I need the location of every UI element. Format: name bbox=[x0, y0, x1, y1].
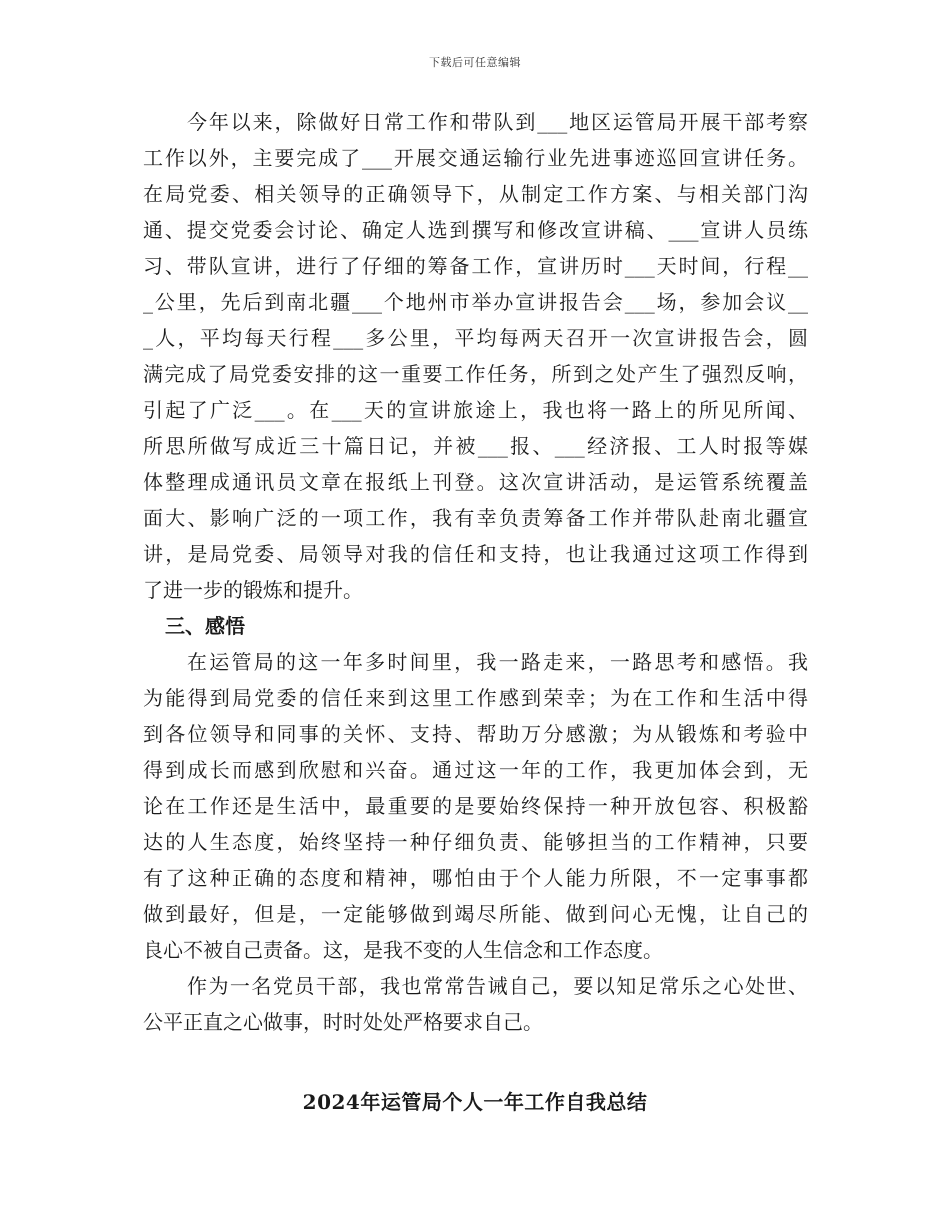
text-line: 为能得到局党委的信任来到这里工作感到荣幸；为在工作和生活中得 bbox=[143, 686, 808, 710]
text-line: 讲，是局党委、局领导对我的信任和支持，也让我通过这项工作得到 bbox=[143, 542, 808, 566]
text-line: 引起了广泛___。在___天的宣讲旅途上，我也将一路上的所见所闻、 bbox=[143, 398, 808, 422]
text-line: 有了这种正确的态度和精神，哪怕由于个人能力所限，不一定事事都 bbox=[143, 866, 808, 890]
text-line: 满完成了局党委安排的这一重要工作任务，所到之处产生了强烈反响， bbox=[143, 362, 808, 386]
paragraph-reflection bbox=[143, 644, 808, 968]
text-line: 今年以来，除做好日常工作和带队到___地区运管局开展干部考察 bbox=[187, 110, 808, 134]
text-line: 通、提交党委会讨论、确定人选到撰写和修改宣讲稿、___宣讲人员练 bbox=[143, 218, 808, 242]
text-line: 做到最好，但是，一定能够做到竭尽所能、做到问心无愧，让自己的 bbox=[143, 902, 808, 926]
text-line: 了进一步的锻炼和提升。 bbox=[143, 578, 363, 602]
paragraph-achievements bbox=[143, 104, 808, 608]
text-line: 在局党委、相关领导的正确领导下，从制定工作方案、与相关部门沟 bbox=[143, 182, 808, 206]
text-line: 工作以外，主要完成了___开展交通运输行业先进事迹巡回宣讲任务。 bbox=[143, 146, 808, 170]
text-line: 达的人生态度，始终坚持一种仔细负责、能够担当的工作精神，只要 bbox=[143, 830, 808, 854]
page-header: 下载后可任意编辑 bbox=[429, 56, 521, 69]
text-line: 论在工作还是生活中，最重要的是要始终保持一种开放包容、积极豁 bbox=[143, 794, 808, 818]
paragraph-self-discipline bbox=[143, 968, 808, 1040]
text-line: 体整理成通讯员文章在报纸上刊登。这次宣讲活动，是运管系统覆盖 bbox=[143, 470, 808, 494]
text-line: _人，平均每天行程___多公里，平均每两天召开一次宣讲报告会，圆 bbox=[143, 326, 808, 350]
text-line: _公里，先后到南北疆___个地州市举办宣讲报告会___场，参加会议__ bbox=[143, 290, 808, 314]
text-line: 作为一名党员干部，我也常常告诫自己，要以知足常乐之心处世、 bbox=[187, 974, 808, 998]
section-heading: 三、感悟 bbox=[165, 614, 245, 638]
text-line: 习、带队宣讲，进行了仔细的筹备工作，宣讲历时___天时间，行程__ bbox=[143, 254, 808, 278]
document-body bbox=[143, 104, 808, 1040]
text-line: 面大、影响广泛的一项工作，我有幸负责筹备工作并带队赴南北疆宣 bbox=[143, 506, 808, 530]
text-line: 得到成长而感到欣慰和兴奋。通过这一年的工作，我更加体会到，无 bbox=[143, 758, 808, 782]
text-line: 公平正直之心做事，时时处处严格要求自己。 bbox=[143, 1010, 543, 1034]
text-line: 良心不被自己责备。这，是我不变的人生信念和工作态度。 bbox=[143, 938, 663, 962]
text-line: 所思所做写成近三十篇日记，并被___报、___经济报、工人时报等媒 bbox=[143, 434, 808, 458]
document-title: 2024年运管局个人一年工作自我总结 bbox=[302, 1090, 648, 1114]
text-line: 到各位领导和同事的关怀、支持、帮助万分感激；为从锻炼和考验中 bbox=[143, 722, 808, 746]
text-line: 在运管局的这一年多时间里，我一路走来，一路思考和感悟。我 bbox=[187, 650, 808, 674]
